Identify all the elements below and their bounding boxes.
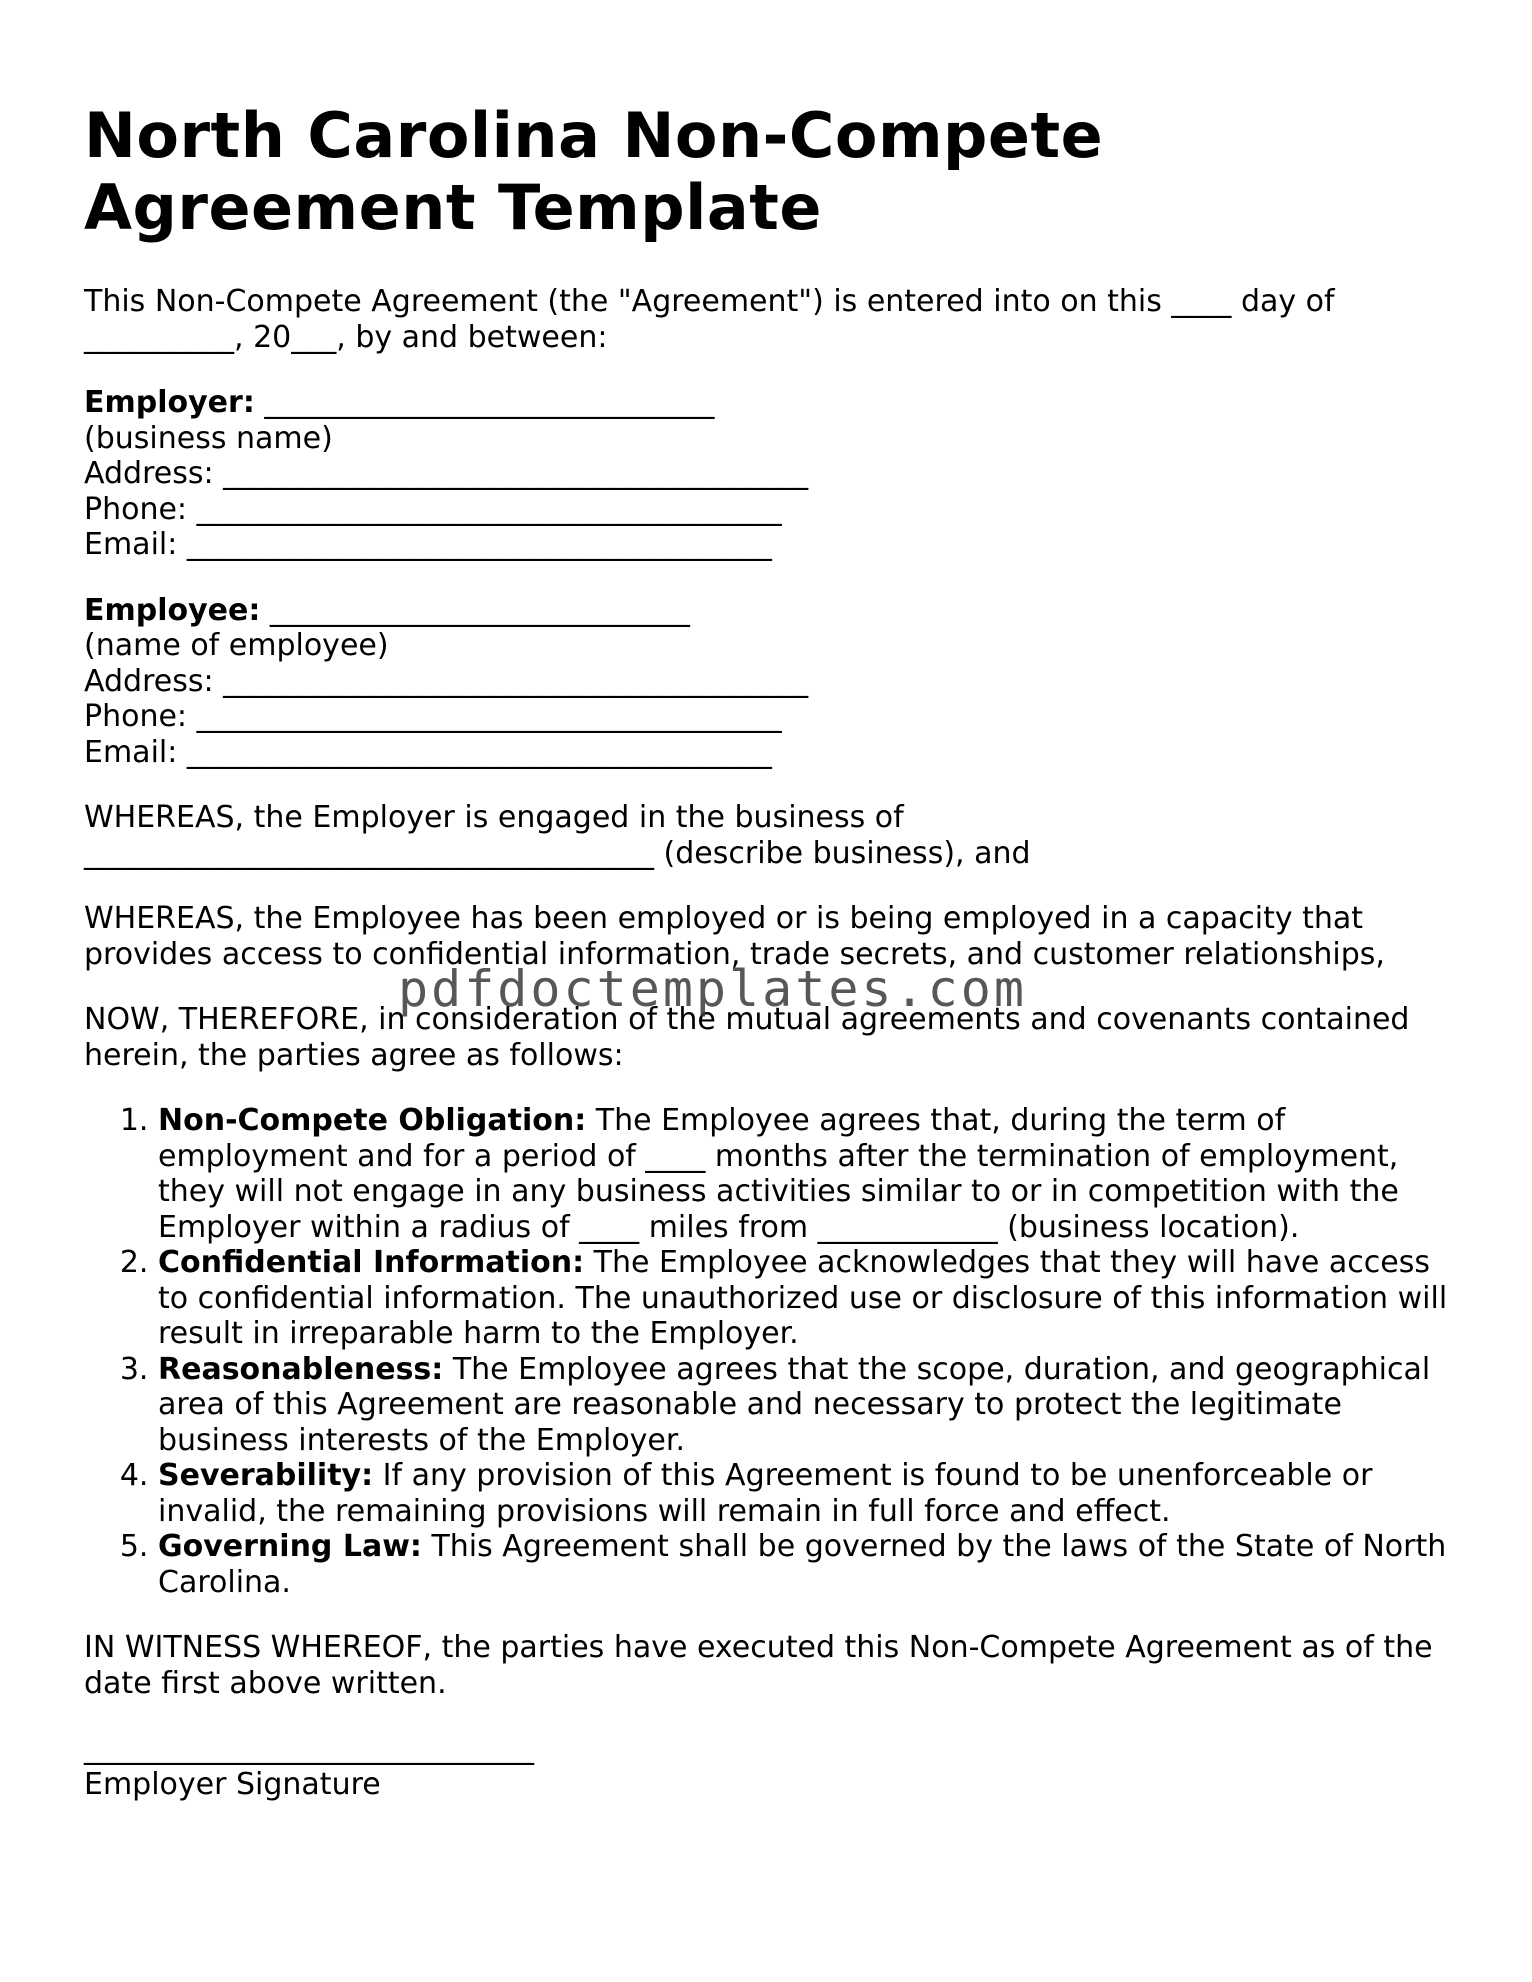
employee-block <box>84 593 1464 771</box>
title-line-2: Agreement Template <box>84 171 822 244</box>
employee-address: Address: _______________________________________ <box>84 663 809 699</box>
signature-line: ______________________________ <box>84 1731 534 1766</box>
employee-name-line <box>84 593 1464 629</box>
now-therefore-paragraph: NOW, THEREFORE, in consideration of the mutual agreements and covenants contained herein, the parties agree as follows: <box>84 1002 1410 1073</box>
clause-text: The Employee agrees that the scope, duration, and geographical area of this Agreement are reasonable and necessary to protect the legitimate business interests of the Employer. <box>158 1351 1431 1458</box>
clause-item <box>158 1245 1464 1352</box>
intro-line-1: This Non-Compete Agreement (the "Agreement") is entered into on this ____ day of <box>84 284 1335 319</box>
intro-line-2: __________, 20___, by and between: <box>84 319 608 355</box>
clause-heading: Confidential Information: <box>158 1245 585 1280</box>
clause-item <box>158 1103 1464 1245</box>
clause-item <box>158 1529 1464 1600</box>
clause-text: The Employee agrees that, during the term of employment and for a period of ____ months after the termination of employment, they will not engage in any business activities similar to or in competition with the Employer within a radius of ____ miles from ____________ (business location). <box>158 1103 1399 1245</box>
document-page <box>84 100 1464 1802</box>
clause-text: This Agreement shall be governed by the laws of the State of North Carolina. <box>158 1529 1447 1600</box>
whereas-employee-line-1: WHEREAS, the Employee has been employed or is being employed in a capacity that <box>84 901 1364 936</box>
employer-email: Email: _______________________________________ <box>84 527 772 562</box>
employer-signature-block <box>84 1731 1464 1802</box>
employee-email: Email: _______________________________________ <box>84 734 772 770</box>
employer-address: Address: _______________________________________ <box>84 456 809 491</box>
clause-item <box>158 1458 1464 1529</box>
whereas-business-line-1: WHEREAS, the Employer is engaged in the business of <box>84 800 904 835</box>
employee-label: Employee: <box>84 592 261 628</box>
whereas-employee-line-2: provides access to confidential information, trade secrets, and customer relationships, <box>84 936 1385 972</box>
employer-phone: Phone: _______________________________________ <box>84 491 782 527</box>
clause-heading: Governing Law: <box>158 1529 422 1564</box>
whereas-business <box>84 800 1464 871</box>
clause-text: If any provision of this Agreement is found to be unenforceable or invalid, the remaining provisions will remain in full force and effect. <box>158 1458 1373 1529</box>
watermark: pdfdoctemplates.com <box>398 960 1027 1018</box>
employer-name-line <box>84 385 1464 421</box>
employee-phone: Phone: _______________________________________ <box>84 699 782 734</box>
employer-sublabel: (business name) <box>84 420 333 456</box>
clause-heading: Reasonableness: <box>158 1351 444 1387</box>
employer-label: Employer: <box>84 385 255 420</box>
clause-heading: Severability: <box>158 1458 374 1493</box>
clause-heading: Non-Compete Obligation: <box>158 1103 587 1138</box>
signature-label: Employer Signature <box>84 1766 381 1802</box>
witness-paragraph: IN WITNESS WHEREOF, the parties have executed this Non-Compete Agreement as of the date first above written. <box>84 1630 1433 1701</box>
employee-name-blank: ____________________________ <box>260 592 690 628</box>
employer-block <box>84 385 1464 563</box>
clause-list <box>84 1103 1464 1600</box>
employer-name-blank: ______________________________ <box>254 385 715 420</box>
intro-paragraph <box>84 284 1464 355</box>
clause-item <box>158 1352 1464 1459</box>
clause-text: The Employee acknowledges that they will have access to confidential information. The unauthorized use or disclosure of this information will result in irreparable harm to the Employer. <box>158 1245 1448 1351</box>
employee-sublabel: (name of employee) <box>84 628 389 663</box>
page-title <box>84 100 1464 244</box>
whereas-business-line-2: ______________________________________ (describe business), and <box>84 835 1031 871</box>
title-line-1: North Carolina Non-Compete <box>84 99 1104 172</box>
